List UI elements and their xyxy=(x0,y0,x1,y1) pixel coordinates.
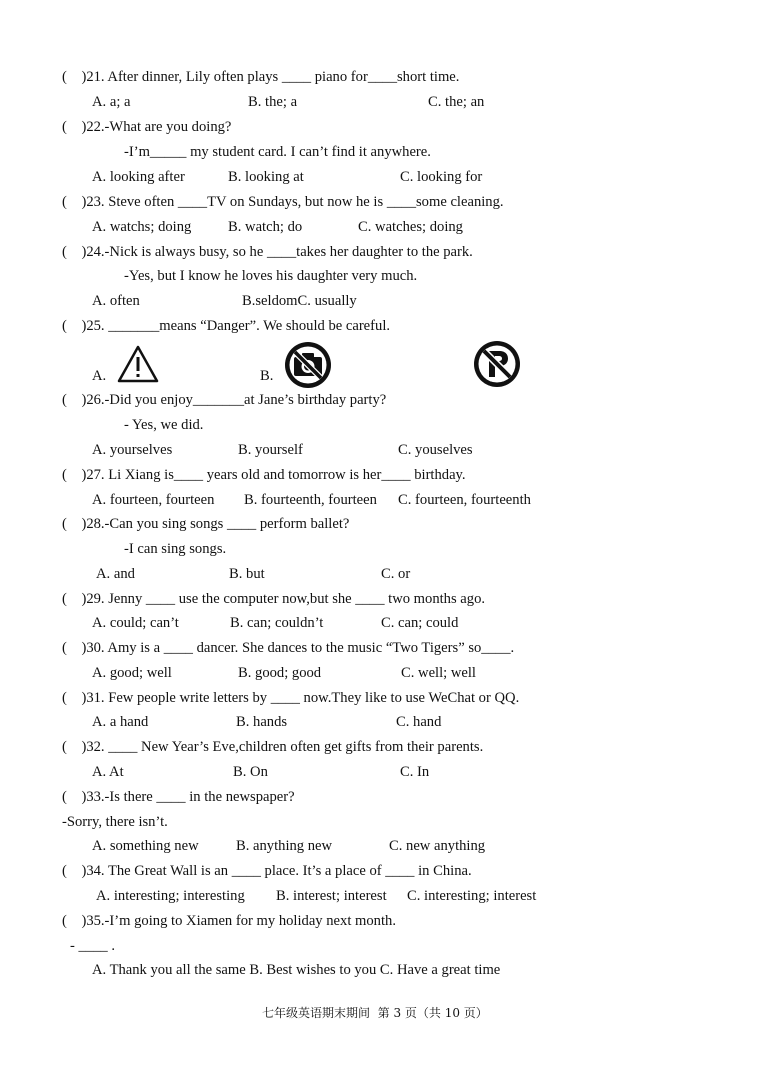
q34-stem: ( )34. The Great Wall is an ____ place. It’s a place of ____ in China. xyxy=(62,863,472,879)
q29-option-a: A. could; can’t xyxy=(92,615,179,631)
q34-option-a: A. interesting; interesting xyxy=(96,888,245,904)
q23-stem: ( )23. Steve often ____TV on Sundays, but now he is ____some cleaning. xyxy=(62,194,504,210)
q29-stem: ( )29. Jenny ____ use the computer now,but she ____ two months ago. xyxy=(62,591,486,607)
q21-option-b: B. the; a xyxy=(248,94,298,110)
q22-stem: ( )22.-What are you doing? xyxy=(62,119,232,135)
q22-option-b: B. looking at xyxy=(228,169,304,185)
q24-reply: -Yes, but I know he loves his daughter very much. xyxy=(124,268,418,284)
q25-option-b: B. xyxy=(260,368,274,384)
no-camera-icon xyxy=(284,341,332,389)
q32-option-b: B. On xyxy=(233,764,268,780)
q30-option-c: C. well; well xyxy=(401,665,476,681)
q35-reply: - ____ . xyxy=(70,938,115,954)
q29-option-c: C. can; could xyxy=(381,615,459,631)
q27-option-a: A. fourteen, fourteen xyxy=(92,492,215,508)
q27-option-b: B. fourteenth, fourteen xyxy=(244,492,377,508)
q31-option-b: B. hands xyxy=(236,714,288,730)
q30-stem: ( )30. Amy is a ____ dancer. She dances to the music “Two Tigers” so____. xyxy=(62,640,515,656)
page-footer: 七年级英语期末期间 第 3 页（共 10 页） xyxy=(262,1006,488,1020)
q25-stem: ( )25. _______means “Danger”. We should be careful. xyxy=(62,318,391,334)
q23-option-a: A. watchs; doing xyxy=(92,219,192,235)
q30-option-a: A. good; well xyxy=(92,665,172,681)
q30-option-b: B. good; good xyxy=(238,665,322,681)
q32-option-c: C. In xyxy=(400,764,430,780)
q23-option-b: B. watch; do xyxy=(228,219,303,235)
q21-option-a: A. a; a xyxy=(92,94,131,110)
q26-option-b: B. yourself xyxy=(238,442,303,458)
q26-option-c: C. youselves xyxy=(398,442,473,458)
q27-option-c: C. fourteen, fourteenth xyxy=(398,492,531,508)
q34-option-c: C. interesting; interest xyxy=(407,888,537,904)
q33-option-c: C. new anything xyxy=(389,838,486,854)
q28-option-b: B. but xyxy=(229,566,265,582)
q21-stem: ( )21. After dinner, Lily often plays ____ piano for____short time. xyxy=(62,69,460,85)
q27-stem: ( )27. Li Xiang is____ years old and tomorrow is her____ birthday. xyxy=(62,467,466,483)
q32-stem: ( )32. ____ New Year’s Eve,children often get gifts from their parents. xyxy=(62,739,484,755)
q28-option-a: A. and xyxy=(96,566,135,582)
q31-stem: ( )31. Few people write letters by ____ now.They like to use WeChat or QQ. xyxy=(62,690,520,706)
q26-option-a: A. yourselves xyxy=(92,442,173,458)
q26-reply: - Yes, we did. xyxy=(124,417,204,433)
q23-option-c: C. watches; doing xyxy=(358,219,463,235)
q24-option-bc: B.seldomC. usually xyxy=(242,293,357,309)
q29-option-b: B. can; couldn’t xyxy=(230,615,324,631)
q31-option-a: A. a hand xyxy=(92,714,149,730)
q22-option-c: C. looking for xyxy=(400,169,483,185)
q33-option-a: A. something new xyxy=(92,838,199,854)
q35-stem: ( )35.-I’m going to Xiamen for my holiday next month. xyxy=(62,913,396,929)
q22-reply: -I’m_____ my student card. I can’t find it anywhere. xyxy=(124,144,431,160)
q28-reply: -I can sing songs. xyxy=(124,541,227,557)
q33-option-b: B. anything new xyxy=(236,838,333,854)
q26-stem: ( )26.-Did you enjoy_______at Jane’s birthday party? xyxy=(62,392,387,408)
q28-stem: ( )28.-Can you sing songs ____ perform ballet? xyxy=(62,516,350,532)
no-parking-icon xyxy=(473,340,521,388)
q33-stem: ( )33.-Is there ____ in the newspaper? xyxy=(62,789,295,805)
q31-option-c: C. hand xyxy=(396,714,442,730)
q21-option-c: C. the; an xyxy=(428,94,485,110)
q34-option-b: B. interest; interest xyxy=(276,888,387,904)
q33-reply: -Sorry, there isn’t. xyxy=(62,814,168,830)
q24-option-a: A. often xyxy=(92,293,140,309)
q28-option-c: C. or xyxy=(381,566,411,582)
warning-triangle-icon xyxy=(116,344,160,384)
q24-stem: ( )24.-Nick is always busy, so he ____takes her daughter to the park. xyxy=(62,244,473,260)
q32-option-a: A. At xyxy=(92,764,124,780)
q25-option-a: A. xyxy=(92,368,107,384)
q22-option-a: A. looking after xyxy=(92,169,185,185)
q35-options: A. Thank you all the same B. Best wishes to you C. Have a great time xyxy=(92,962,501,978)
